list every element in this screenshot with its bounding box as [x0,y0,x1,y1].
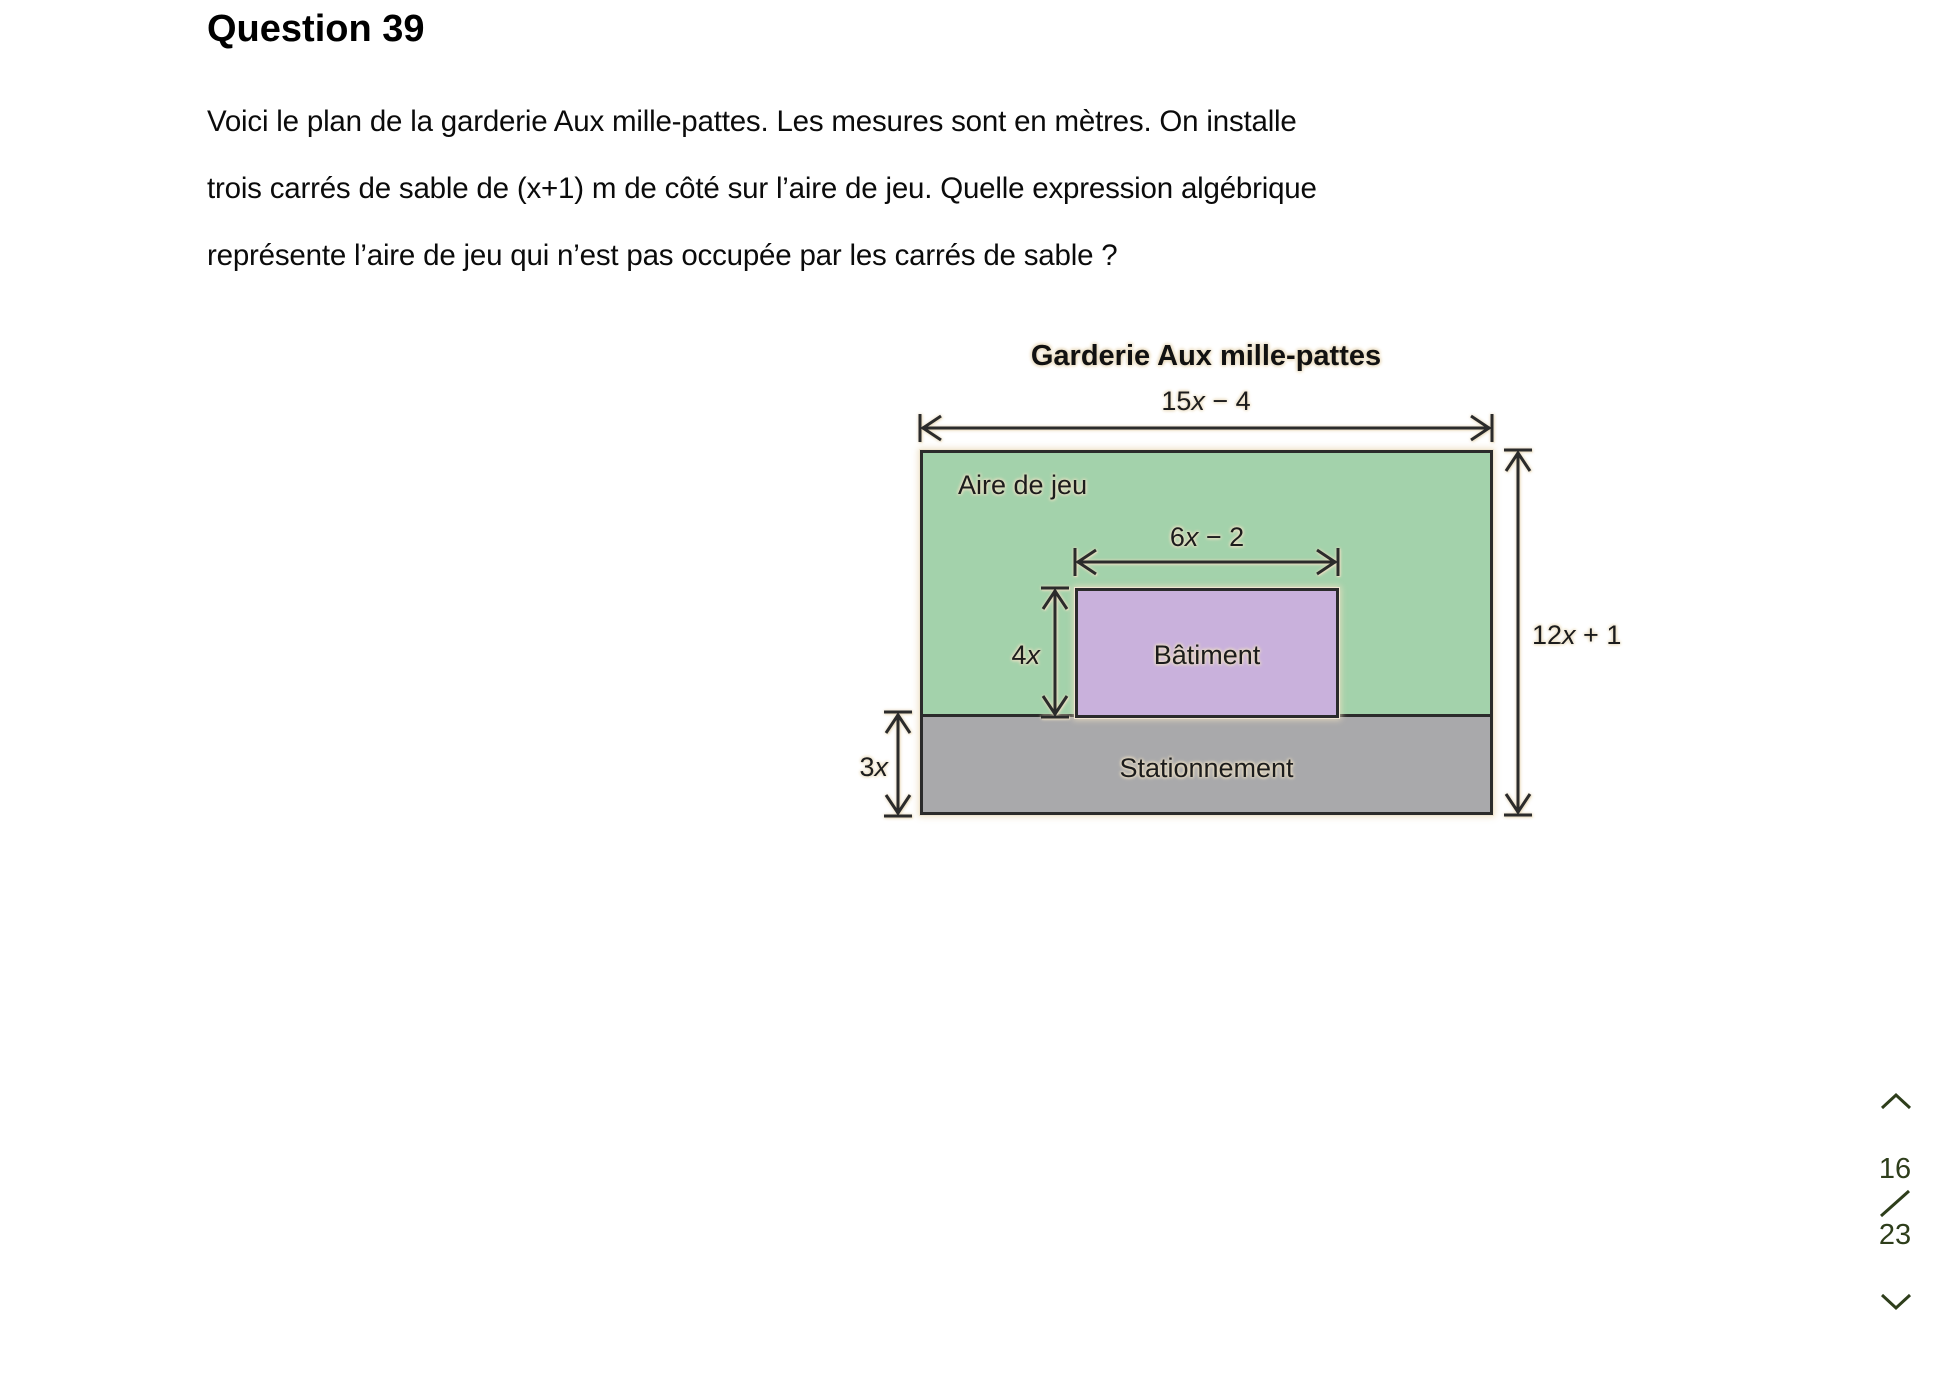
building-label: Bâtiment [1153,640,1261,670]
arrow-building-height [1041,588,1069,717]
dimension-label-parking-height [828,752,888,783]
dim-ph-var: x [874,752,888,782]
dim-bh-pre: 4 [1011,640,1027,670]
dim-bh-var: x [1026,640,1040,670]
question-text-line-1: Voici le plan de la garderie Aux mille-pattes. Les mesures sont en mètres. On installe [207,105,1297,138]
dim-top-pre: 15 [1161,386,1192,416]
dimension-label-top-width [956,386,1456,417]
question-title: Question 39 [207,8,425,50]
arrow-parking-height [884,712,912,816]
arrow-total-height [1504,450,1532,815]
dim-bw-var: x [1184,522,1199,552]
question-text-line-2: trois carrés de sable de (x+1) m de côté sur l’aire de jeu. Quelle expression algébrique [207,172,1317,205]
pager-slash-icon [1878,1188,1912,1219]
dim-th-var: x [1562,620,1576,650]
dim-th-post: + 1 [1575,620,1622,650]
dim-th-pre: 12 [1532,620,1563,650]
diagram-title: Garderie Aux mille-pattes [1030,340,1382,372]
dim-top-var: x [1191,386,1205,416]
dimension-label-building-width [1075,522,1339,553]
chevron-down-icon[interactable] [1880,1292,1912,1311]
dimension-label-building-height [975,640,1040,671]
dimension-label-total-height [1532,620,1621,651]
chevron-up-icon[interactable] [1880,1092,1912,1111]
dim-bw-pre: 6 [1169,522,1185,552]
dim-top-post: − 4 [1204,386,1251,416]
question-text-line-3: représente l’aire de jeu qui n’est pas occupée par les carrés de sable ? [207,239,1118,272]
pager-total-pages: 23 [1878,1219,1912,1251]
dim-ph-pre: 3 [859,752,875,782]
dim-bw-post: − 2 [1198,522,1245,552]
parking-label: Stationnement [1119,753,1294,783]
pager-current-page: 16 [1878,1153,1912,1185]
arrow-top-width [920,414,1492,442]
play-area-label: Aire de jeu [958,470,1088,500]
